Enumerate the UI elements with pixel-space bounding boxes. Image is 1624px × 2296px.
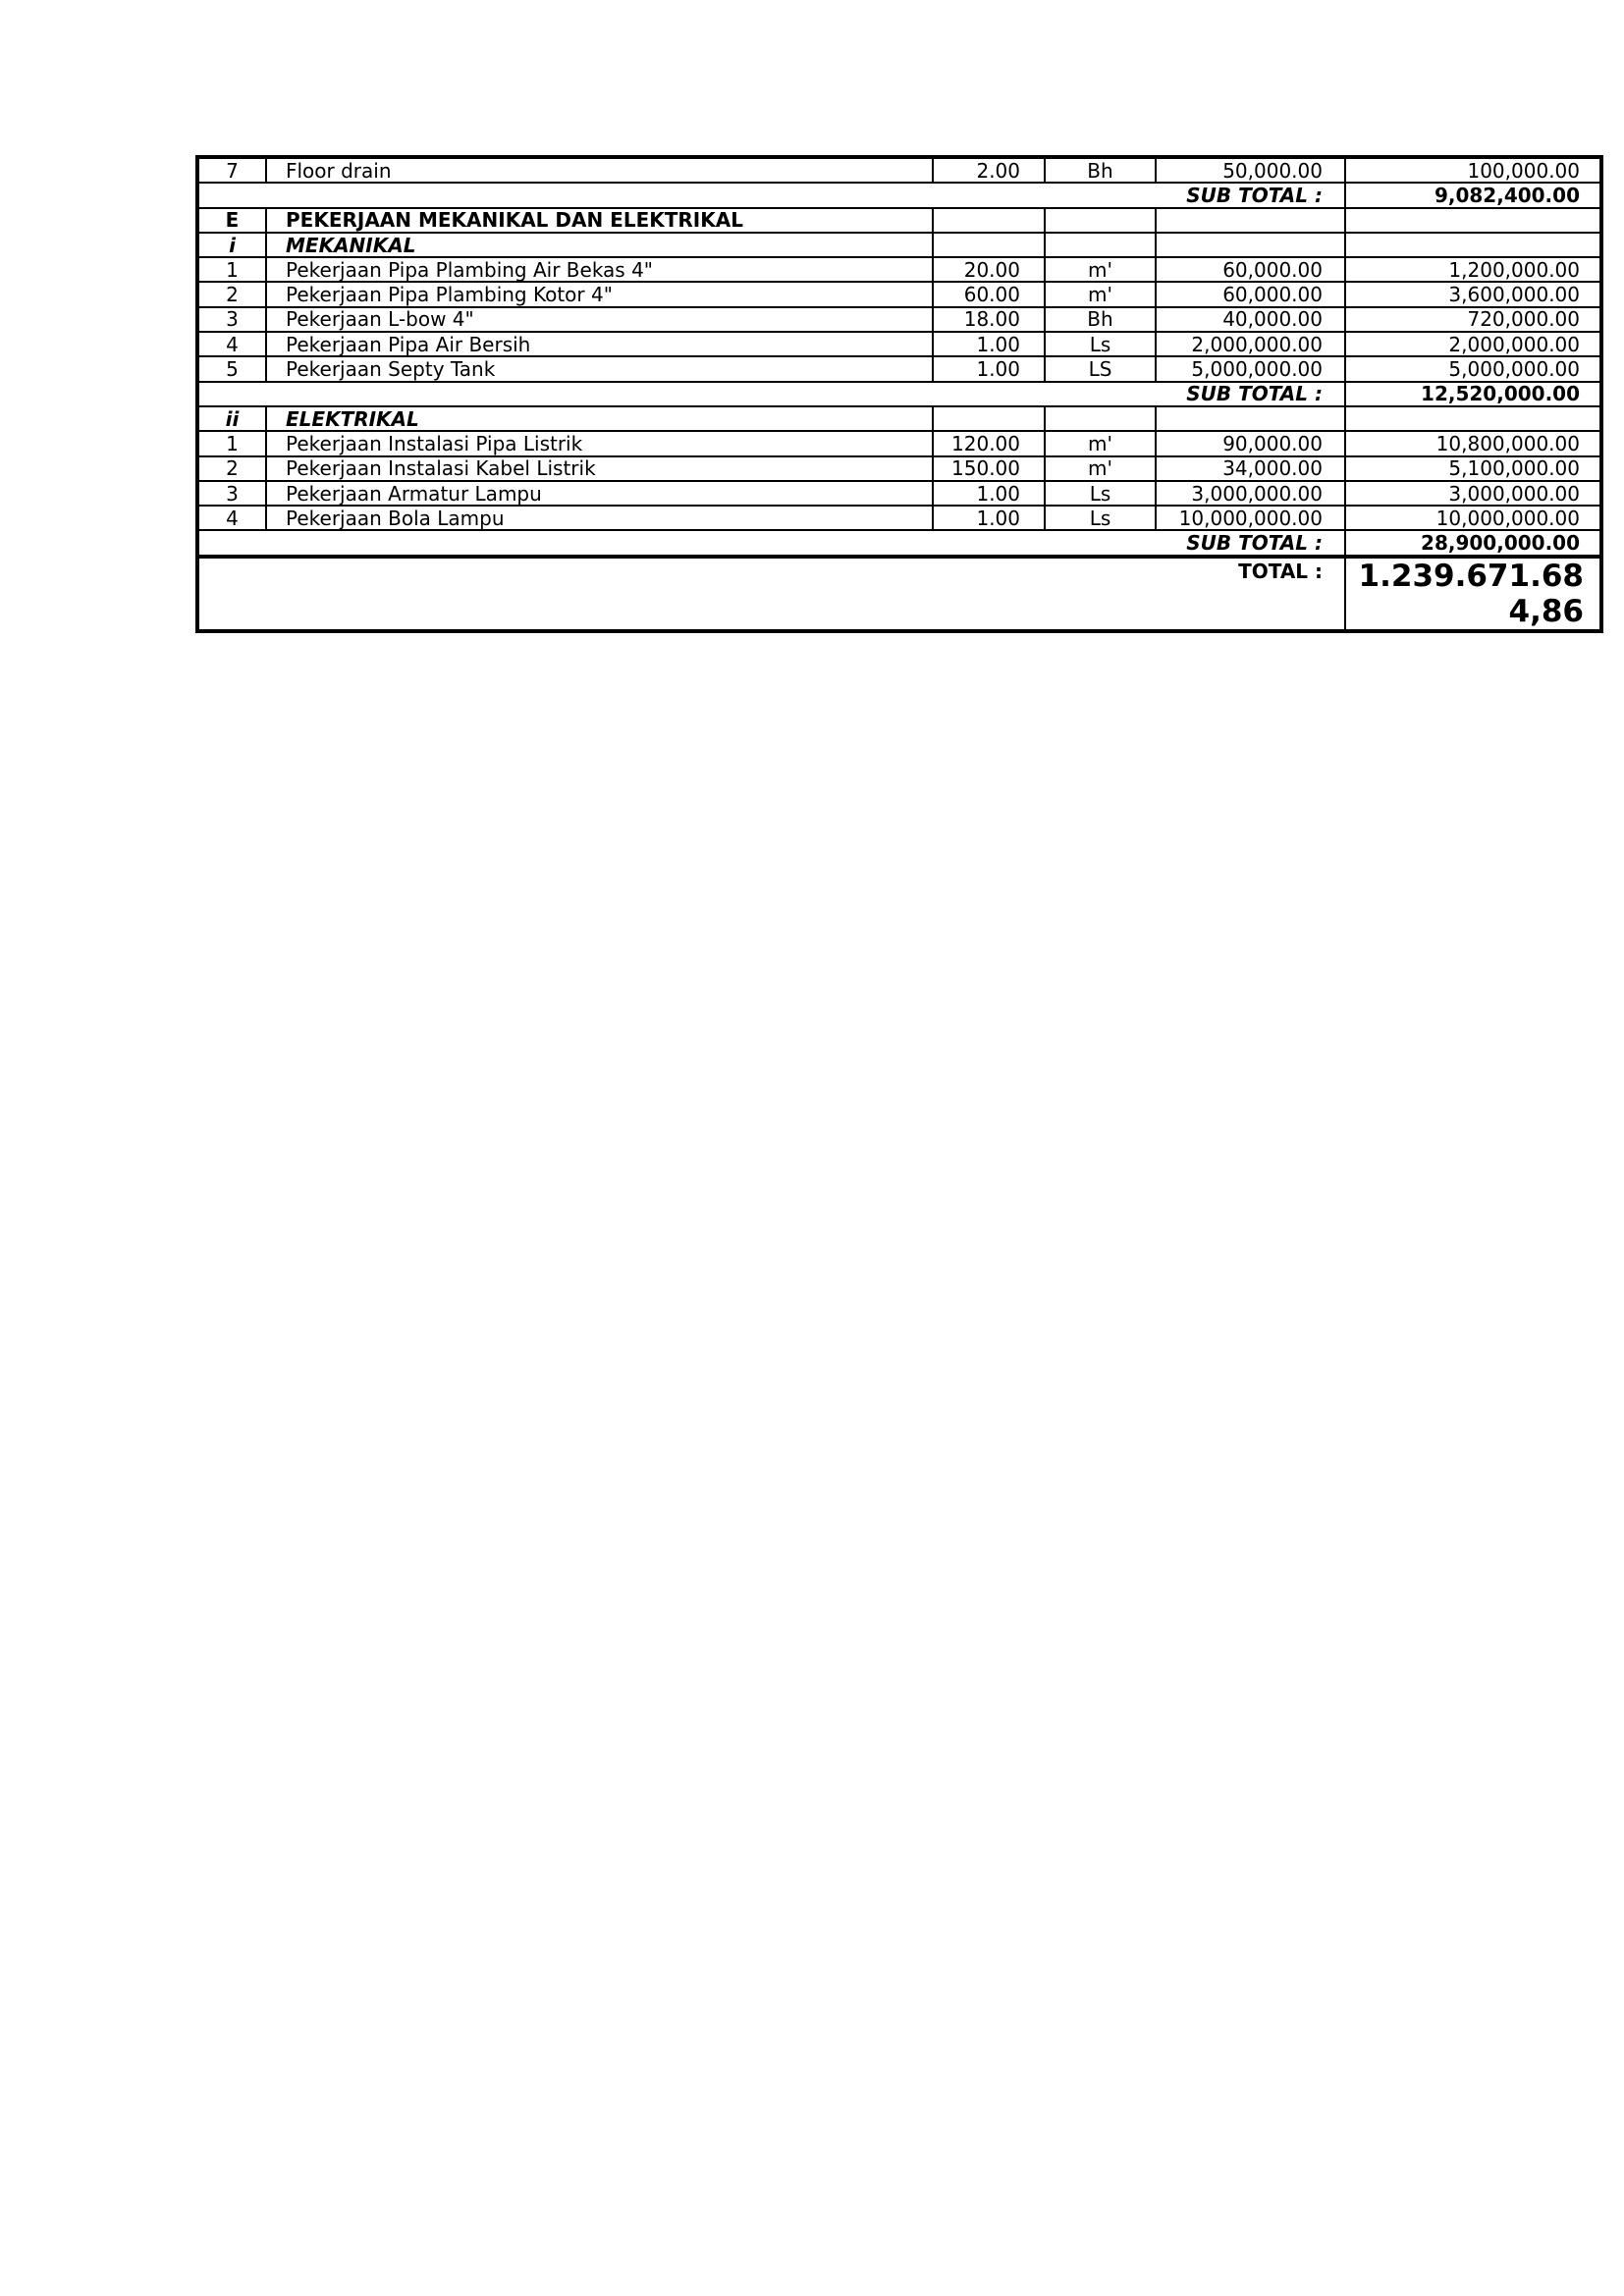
section-title: MEKANIKAL bbox=[266, 233, 933, 257]
section-header-row bbox=[197, 233, 1601, 257]
item-unit-price: 34,000.00 bbox=[1156, 456, 1345, 481]
item-quantity: 150.00 bbox=[933, 456, 1045, 481]
item-unit: Bh bbox=[1045, 307, 1156, 332]
grand-total-label: TOTAL : bbox=[197, 557, 1345, 631]
section-empty-unit bbox=[1045, 208, 1156, 233]
item-number: 4 bbox=[197, 506, 266, 530]
item-amount: 3,600,000.00 bbox=[1345, 282, 1601, 306]
item-unit-price: 10,000,000.00 bbox=[1156, 506, 1345, 530]
item-row bbox=[197, 481, 1601, 506]
item-row bbox=[197, 456, 1601, 481]
section-empty-amount bbox=[1345, 233, 1601, 257]
item-number: 3 bbox=[197, 481, 266, 506]
item-unit-price: 50,000.00 bbox=[1156, 157, 1345, 183]
item-description: Pekerjaan L-bow 4" bbox=[266, 307, 933, 332]
item-description: Floor drain bbox=[266, 157, 933, 183]
subtotal-row bbox=[197, 382, 1601, 406]
item-amount: 720,000.00 bbox=[1345, 307, 1601, 332]
item-quantity: 1.00 bbox=[933, 481, 1045, 506]
item-row bbox=[197, 356, 1601, 381]
section-empty-price bbox=[1156, 233, 1345, 257]
grand-total-value-line1: 1.239.671.68 bbox=[1358, 558, 1584, 594]
item-number: 1 bbox=[197, 431, 266, 455]
item-row bbox=[197, 431, 1601, 455]
section-empty-qty bbox=[933, 233, 1045, 257]
grand-total-value bbox=[1345, 557, 1601, 631]
item-number: 1 bbox=[197, 257, 266, 282]
item-row bbox=[197, 157, 1601, 183]
item-number: 3 bbox=[197, 307, 266, 332]
item-unit: Bh bbox=[1045, 157, 1156, 183]
section-empty-unit bbox=[1045, 406, 1156, 431]
section-code: i bbox=[197, 233, 266, 257]
item-number: 7 bbox=[197, 157, 266, 183]
item-unit-price: 60,000.00 bbox=[1156, 282, 1345, 306]
item-amount: 1,200,000.00 bbox=[1345, 257, 1601, 282]
item-unit-price: 5,000,000.00 bbox=[1156, 356, 1345, 381]
section-empty-price bbox=[1156, 208, 1345, 233]
section-empty-price bbox=[1156, 406, 1345, 431]
item-row bbox=[197, 332, 1601, 356]
item-amount: 10,000,000.00 bbox=[1345, 506, 1601, 530]
subtotal-amount: 9,082,400.00 bbox=[1345, 183, 1601, 207]
section-header-row bbox=[197, 406, 1601, 431]
section-header-row bbox=[197, 208, 1601, 233]
item-unit-price: 3,000,000.00 bbox=[1156, 481, 1345, 506]
section-code: ii bbox=[197, 406, 266, 431]
item-number: 2 bbox=[197, 282, 266, 306]
item-description: Pekerjaan Pipa Plambing Kotor 4" bbox=[266, 282, 933, 306]
subtotal-amount: 12,520,000.00 bbox=[1345, 382, 1601, 406]
item-unit-price: 2,000,000.00 bbox=[1156, 332, 1345, 356]
item-amount: 5,000,000.00 bbox=[1345, 356, 1601, 381]
item-unit: Ls bbox=[1045, 332, 1156, 356]
subtotal-label: SUB TOTAL : bbox=[197, 382, 1345, 406]
item-description: Pekerjaan Pipa Plambing Air Bekas 4" bbox=[266, 257, 933, 282]
section-empty-unit bbox=[1045, 233, 1156, 257]
section-empty-amount bbox=[1345, 406, 1601, 431]
item-unit: m' bbox=[1045, 456, 1156, 481]
section-empty-qty bbox=[933, 406, 1045, 431]
item-description: Pekerjaan Instalasi Kabel Listrik bbox=[266, 456, 933, 481]
section-code: E bbox=[197, 208, 266, 233]
table-body bbox=[197, 157, 1601, 631]
subtotal-row bbox=[197, 530, 1601, 556]
item-unit: m' bbox=[1045, 257, 1156, 282]
item-description: Pekerjaan Armatur Lampu bbox=[266, 481, 933, 506]
subtotal-label: SUB TOTAL : bbox=[197, 183, 1345, 207]
subtotal-label: SUB TOTAL : bbox=[197, 530, 1345, 556]
item-amount: 2,000,000.00 bbox=[1345, 332, 1601, 356]
item-row bbox=[197, 282, 1601, 306]
subtotal-row bbox=[197, 183, 1601, 207]
item-quantity: 1.00 bbox=[933, 506, 1045, 530]
item-description: Pekerjaan Instalasi Pipa Listrik bbox=[266, 431, 933, 455]
section-empty-qty bbox=[933, 208, 1045, 233]
item-quantity: 60.00 bbox=[933, 282, 1045, 306]
item-row bbox=[197, 506, 1601, 530]
item-unit-price: 90,000.00 bbox=[1156, 431, 1345, 455]
item-quantity: 1.00 bbox=[933, 356, 1045, 381]
item-number: 2 bbox=[197, 456, 266, 481]
item-amount: 10,800,000.00 bbox=[1345, 431, 1601, 455]
item-description: Pekerjaan Septy Tank bbox=[266, 356, 933, 381]
item-unit: Ls bbox=[1045, 481, 1156, 506]
item-quantity: 1.00 bbox=[933, 332, 1045, 356]
item-amount: 3,000,000.00 bbox=[1345, 481, 1601, 506]
item-amount: 100,000.00 bbox=[1345, 157, 1601, 183]
cost-estimate-table bbox=[195, 155, 1603, 633]
item-unit: m' bbox=[1045, 282, 1156, 306]
grand-total-value-line2: 4,86 bbox=[1508, 593, 1584, 629]
item-quantity: 18.00 bbox=[933, 307, 1045, 332]
subtotal-amount: 28,900,000.00 bbox=[1345, 530, 1601, 556]
item-unit: Ls bbox=[1045, 506, 1156, 530]
item-amount: 5,100,000.00 bbox=[1345, 456, 1601, 481]
item-description: Pekerjaan Pipa Air Bersih bbox=[266, 332, 933, 356]
item-unit-price: 40,000.00 bbox=[1156, 307, 1345, 332]
item-row bbox=[197, 307, 1601, 332]
item-unit-price: 60,000.00 bbox=[1156, 257, 1345, 282]
item-quantity: 2.00 bbox=[933, 157, 1045, 183]
item-description: Pekerjaan Bola Lampu bbox=[266, 506, 933, 530]
item-row bbox=[197, 257, 1601, 282]
item-number: 5 bbox=[197, 356, 266, 381]
item-number: 4 bbox=[197, 332, 266, 356]
grand-total-row bbox=[197, 557, 1601, 631]
item-unit: LS bbox=[1045, 356, 1156, 381]
section-title: PEKERJAAN MEKANIKAL DAN ELEKTRIKAL bbox=[266, 208, 933, 233]
item-unit: m' bbox=[1045, 431, 1156, 455]
section-empty-amount bbox=[1345, 208, 1601, 233]
section-title: ELEKTRIKAL bbox=[266, 406, 933, 431]
item-quantity: 120.00 bbox=[933, 431, 1045, 455]
item-quantity: 20.00 bbox=[933, 257, 1045, 282]
